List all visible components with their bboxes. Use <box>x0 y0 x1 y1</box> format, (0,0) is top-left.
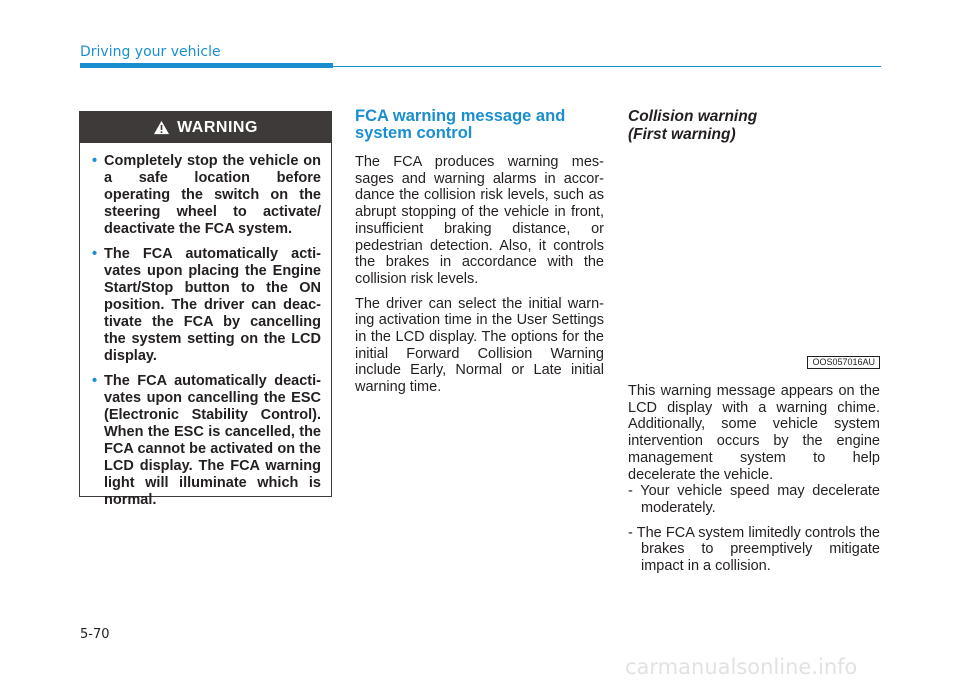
warning-box <box>79 111 332 508</box>
bullet-icon: • <box>92 246 98 262</box>
warning-item <box>92 373 321 509</box>
bullet-icon: • <box>92 153 98 169</box>
heading-line: Collision warning <box>628 108 758 125</box>
header-rule-thick <box>80 63 333 68</box>
warning-triangle-icon <box>153 120 170 135</box>
list-item: - The FCA system limitedly controls the brakes to preemptively mitigate impact in a collision. <box>628 524 880 575</box>
warning-label: WARNING <box>177 118 258 136</box>
illustration-area <box>628 143 880 369</box>
paragraph: This warning message appears on the LCD display with a warning chime. Additionally, some vehicle system intervention occurs by the engine management system to help decelerate the vehicle. <box>628 383 880 483</box>
fca-control-heading <box>355 108 604 142</box>
list-item: - Your vehicle speed may decelerate moderately. <box>628 483 880 516</box>
paragraph: The FCA produces warning mes-sages and warning alarms in accor-dance the collision risk levels, such as abrupt stopping of the vehicle in front, insufficient braking distance, or pedestrian detection. Also, it controls the brakes in accordance with the collision risk levels. <box>355 154 604 287</box>
warning-item <box>92 246 321 365</box>
heading-line: system control <box>355 124 473 142</box>
section-title: Driving your vehicle <box>80 44 221 60</box>
warning-header <box>80 112 331 143</box>
heading-line: FCA warning message and <box>355 107 566 125</box>
paragraph: The driver can select the initial warn-ing activation time in the User Settings in the LCD display. The options for the initial Forward Collision Warning include Early, Normal or Late initial warning time. <box>355 295 604 396</box>
warning-item-text: The FCA automatically deacti-vates upon cancelling the ESC (Electronic Stability Control). When the ESC is cancelled, the FCA cannot be activated on the LCD display. The FCA warning light will illuminate which is normal. <box>104 373 321 508</box>
watermark: carmanualsonline.info <box>625 655 858 679</box>
heading-line: (First warning) <box>628 125 736 143</box>
warning-item-text: The FCA automatically acti-vates upon placing the Engine Start/Stop button to the ON position. The driver can deac-tivate the FCA by cancelling the system setting on the LCD display. <box>104 246 321 364</box>
warning-list <box>80 143 331 509</box>
collision-warning-section <box>628 108 880 575</box>
fca-control-section <box>355 108 604 396</box>
image-code: OOS057016AU <box>807 356 880 369</box>
page-number: 5-70 <box>80 627 110 642</box>
bullet-icon: • <box>92 373 98 389</box>
warning-item-text: Completely stop the vehicle on a safe location before operating the switch on the steering wheel to activate/ deactivate the FCA system. <box>104 153 321 237</box>
header-rule-thin <box>333 66 881 67</box>
warning-item <box>92 153 321 238</box>
collision-warning-heading <box>628 108 880 143</box>
